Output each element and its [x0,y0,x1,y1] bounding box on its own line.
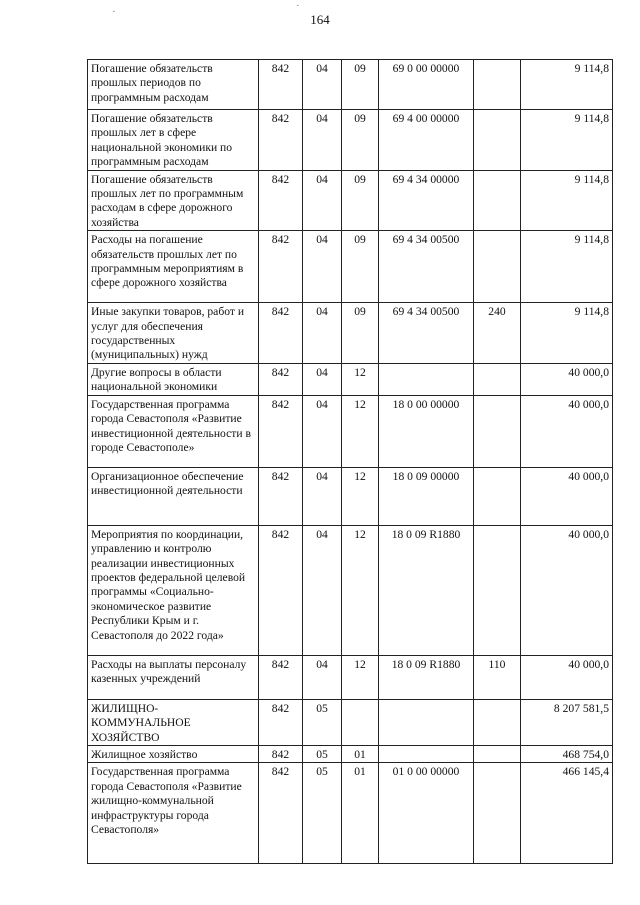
target-article-cell: 18 0 09 R1880 [379,525,474,655]
section-code-cell: 04 [303,655,342,699]
section-code-cell: 04 [303,231,342,303]
expense-type-cell [474,170,521,231]
expense-type-cell [474,395,521,467]
section-code-cell: 04 [303,363,342,395]
row-name-cell: Погашение обязательств прошлых лет по программным расходам в сфере дорожного хозяйства [88,170,259,231]
sum-cell: 8 207 581,5 [521,699,613,745]
table-row [88,699,613,745]
ministry-code-cell: 842 [259,467,303,525]
budget-table [87,59,613,864]
target-article-cell: 69 4 34 00500 [379,231,474,303]
expense-type-cell: 110 [474,655,521,699]
sum-cell: 9 114,8 [521,110,613,171]
target-article-cell: 69 4 00 00000 [379,110,474,171]
expense-type-cell [474,110,521,171]
row-name-cell: Погашение обязательств прошлых лет в сфере национальной экономики по программным расходам [88,110,259,171]
ministry-code-cell: 842 [259,170,303,231]
expense-type-cell [474,60,521,110]
row-name-cell: Жилищное хозяйство [88,745,259,762]
section-code-cell: 05 [303,699,342,745]
subsection-code-cell: 12 [342,395,379,467]
section-code-cell: 04 [303,110,342,171]
target-article-cell: 18 0 09 00000 [379,467,474,525]
target-article-cell: 01 0 00 00000 [379,763,474,864]
row-name-cell: Другие вопросы в области национальной экономики [88,363,259,395]
target-article-cell: 69 4 34 00500 [379,303,474,364]
row-name-cell: Расходы на выплаты персоналу казенных учреждений [88,655,259,699]
table-row [88,395,613,467]
scan-mark: · [112,6,116,18]
subsection-code-cell: 12 [342,525,379,655]
ministry-code-cell: 842 [259,110,303,171]
subsection-code-cell: 09 [342,303,379,364]
row-name-cell: Государственная программа города Севастополя «Развитие жилищно-коммунальной инфраструктуры города Севастополя» [88,763,259,864]
subsection-code-cell: 09 [342,170,379,231]
table-row [88,110,613,171]
ministry-code-cell: 842 [259,525,303,655]
row-name-cell: Мероприятия по координации, управлению и контролю реализации инвестиционных проектов федеральной целевой программы «Социально-экономическое развитие Республики Крым и г. Севастополя до 2022 года» [88,525,259,655]
sum-cell: 466 145,4 [521,763,613,864]
section-code-cell: 05 [303,763,342,864]
row-name-cell: Иные закупки товаров, работ и услуг для обеспечения государственных (муниципальных) нужд [88,303,259,364]
expense-type-cell [474,363,521,395]
page-number: 164 [310,12,330,27]
sum-cell: 9 114,8 [521,170,613,231]
ministry-code-cell: 842 [259,363,303,395]
subsection-code-cell: 09 [342,60,379,110]
expense-type-cell [474,763,521,864]
row-name-cell: Погашение обязательств прошлых периодов по программным расходам [88,60,259,110]
table-row [88,363,613,395]
sum-cell: 40 000,0 [521,363,613,395]
ministry-code-cell: 842 [259,699,303,745]
section-code-cell: 04 [303,170,342,231]
expense-type-cell [474,525,521,655]
sum-cell: 9 114,8 [521,60,613,110]
section-code-cell: 04 [303,60,342,110]
row-name-cell: Расходы на погашение обязательств прошлых лет по программным мероприятиям в сфере дорожного хозяйства [88,231,259,303]
expense-type-cell: 240 [474,303,521,364]
sum-cell: 468 754,0 [521,745,613,762]
table-row [88,231,613,303]
table-row [88,303,613,364]
subsection-code-cell [342,699,379,745]
target-article-cell: 69 0 00 00000 [379,60,474,110]
expense-type-cell [474,467,521,525]
row-name-cell: Государственная программа города Севастополя «Развитие инвестиционной деятельности в городе Севастополе» [88,395,259,467]
expense-type-cell [474,699,521,745]
sum-cell: 40 000,0 [521,395,613,467]
subsection-code-cell: 09 [342,231,379,303]
table-row [88,745,613,762]
row-name-cell: ЖИЛИЩНО-КОММУНАЛЬНОЕ ХОЗЯЙСТВО [88,699,259,745]
ministry-code-cell: 842 [259,745,303,762]
target-article-cell: 18 0 00 00000 [379,395,474,467]
table-row [88,655,613,699]
ministry-code-cell: 842 [259,231,303,303]
table-row [88,525,613,655]
table-row [88,170,613,231]
target-article-cell [379,699,474,745]
target-article-cell: 18 0 09 R1880 [379,655,474,699]
section-code-cell: 05 [303,745,342,762]
ministry-code-cell: 842 [259,395,303,467]
ministry-code-cell: 842 [259,303,303,364]
ministry-code-cell: 842 [259,655,303,699]
table-row [88,763,613,864]
subsection-code-cell: 01 [342,745,379,762]
sum-cell: 9 114,8 [521,231,613,303]
expense-type-cell [474,231,521,303]
table-row [88,60,613,110]
ministry-code-cell: 842 [259,60,303,110]
row-name-cell: Организационное обеспечение инвестиционной деятельности [88,467,259,525]
section-code-cell: 04 [303,525,342,655]
sum-cell: 40 000,0 [521,655,613,699]
section-code-cell: 04 [303,303,342,364]
table-row [88,467,613,525]
subsection-code-cell: 12 [342,363,379,395]
scan-mark: · [296,0,300,12]
subsection-code-cell: 09 [342,110,379,171]
expense-type-cell [474,745,521,762]
target-article-cell: 69 4 34 00000 [379,170,474,231]
section-code-cell: 04 [303,467,342,525]
subsection-code-cell: 12 [342,655,379,699]
target-article-cell [379,745,474,762]
ministry-code-cell: 842 [259,763,303,864]
subsection-code-cell: 12 [342,467,379,525]
sum-cell: 40 000,0 [521,467,613,525]
sum-cell: 9 114,8 [521,303,613,364]
sum-cell: 40 000,0 [521,525,613,655]
subsection-code-cell: 01 [342,763,379,864]
section-code-cell: 04 [303,395,342,467]
table-body [88,60,613,864]
target-article-cell [379,363,474,395]
